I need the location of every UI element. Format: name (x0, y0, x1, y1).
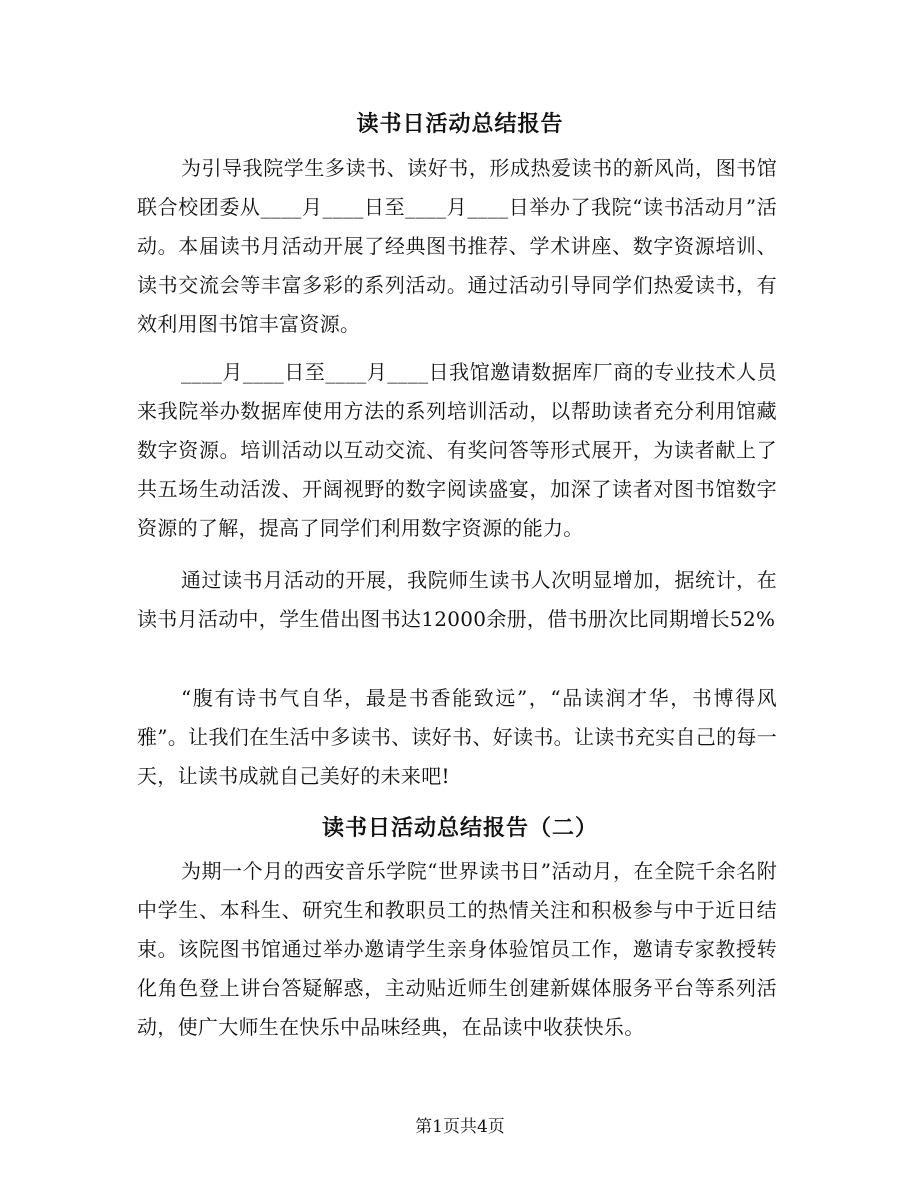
page-number: 第1页共4页 (415, 1117, 505, 1137)
document-title: 读书日活动总结报告 (356, 112, 564, 137)
paragraph: 为引导我院学生多读书、读好书，形成热爱读书的新风尚，图书馆联合校团委从____月____日至____月____日举办了我院“读书活动月”活动。本届读书月活动开展了经典图书推荐、学术讲座、数字资源培训、读书交流会等丰富多彩的系列活动。通过活动引导同学们热爱读书，有效利用图书馆丰富资源。 (137, 156, 777, 336)
paragraph: “腹有诗书气自华，最是书香能致远”，“品读润才华，书博得风雅”。让我们在生活中多读书、读好书、好读书。让读书充实自己的每一天，让读书成就自己美好的未来吧! (137, 686, 777, 788)
paragraph: 为期一个月的西安音乐学院“世界读书日”活动月，在全院千余名附中学生、本科生、研究生和教职员工的热情关注和积极参与中于近日结束。该院图书馆通过举办邀请学生亲身体验馆员工作，邀请专家教授转化角色登上讲台答疑解惑，主动贴近师生创建新媒体服务平台等系列活动，使广大师生在快乐中品味经典，在品读中收获快乐。 (137, 859, 777, 1039)
paragraph: ____月____日至____月____日我馆邀请数据库厂商的专业技术人员来我院举办数据库使用方法的系列培训活动，以帮助读者充分利用馆藏数字资源。培训活动以互动交流、有奖问答等形式展开，为读者献上了共五场生动活泼、开阔视野的数字阅读盛宴，加深了读者对图书馆数字资源的了解，提高了同学们利用数字资源的能力。 (137, 360, 777, 540)
section-title: 读书日活动总结报告（二） (321, 816, 598, 841)
paragraph: 通过读书月活动的开展，我院师生读书人次明显增加，据统计，在读书月活动中，学生借出图书达12000余册，借书册次比同期增长52% (137, 568, 777, 631)
